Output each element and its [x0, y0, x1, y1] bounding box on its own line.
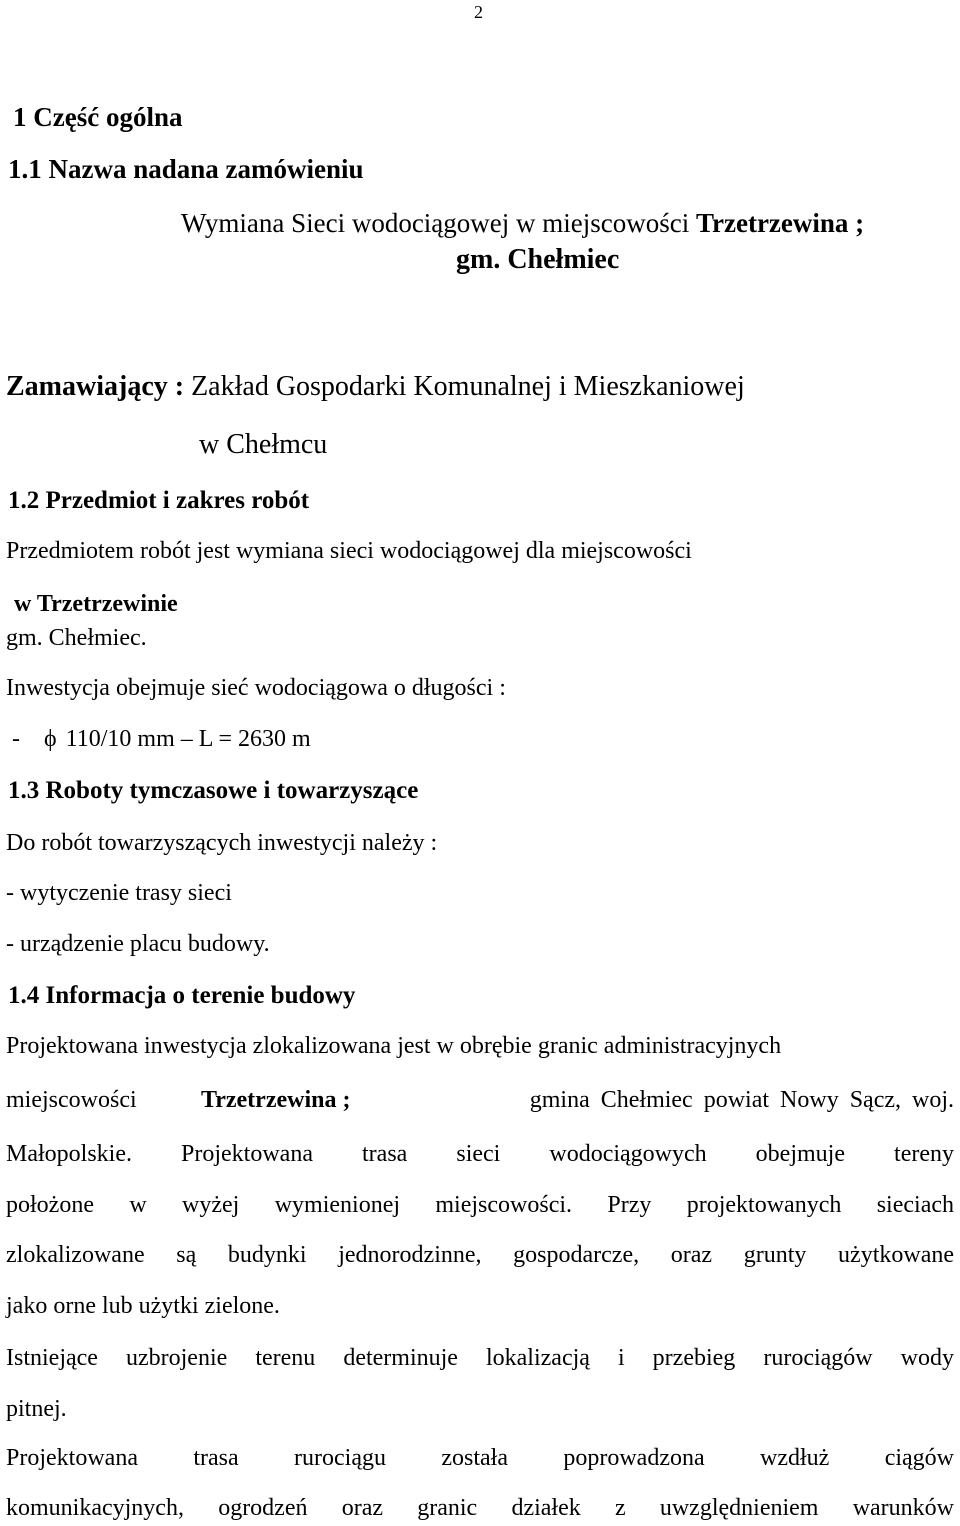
client-name: Zakład Gospodarki Komunalnej i Mieszkaniowej [184, 371, 745, 402]
client-line [6, 373, 745, 401]
related-works-item-1: - wytyczenie trasy sieci [6, 880, 232, 906]
phi-icon: ϕ [44, 726, 57, 752]
section-1-3-heading: 1.3 Roboty tymczasowe i towarzyszące [8, 777, 419, 804]
related-works-intro: Do robót towarzyszących inwestycji należy : [6, 830, 438, 856]
order-name-gmina: gm. Chełmiec [456, 244, 620, 275]
site-info-line-4: położone w wyżej wymienionej miejscowości. Przy projektowanych sieciach [6, 1192, 954, 1218]
pipe-dash: - [12, 726, 20, 752]
order-name-line [181, 210, 864, 237]
related-works-item-2: - urządzenie placu budowy. [6, 931, 270, 957]
site-info-line-6: jako orne lub użytki zielone. [6, 1293, 280, 1319]
route-line-1: Projektowana trasa rurociągu została poprowadzona wzdłuż ciągów [6, 1445, 954, 1471]
client-label: Zamawiający : [6, 371, 185, 402]
route-line-2: komunikacyjnych, ogrodzeń oraz granic działek z uwzględnieniem warunków [6, 1495, 954, 1521]
subject-line-4: Inwestycja obejmuje sieć wodociągowa o długości : [6, 675, 506, 701]
subject-line-3: gm. Chełmiec. [6, 625, 147, 651]
section-1-1-heading: 1.1 Nazwa nadana zamówieniu [8, 154, 364, 184]
utilities-line-1: Istniejące uzbrojenie terenu determinuje lokalizacją i przebieg rurociągów wody [6, 1345, 954, 1371]
order-name-prefix: Wymiana Sieci wodociągowej w miejscowości [181, 208, 696, 238]
order-name-place: Trzetrzewina ; [696, 208, 865, 238]
section-1-heading: 1 Część ogólna [13, 102, 183, 132]
site-info-line-1: Projektowana inwestycja zlokalizowana jest w obrębie granic administracyjnych [6, 1033, 782, 1059]
site-info-line-5: zlokalizowane są budynki jednorodzinne, gospodarcze, oraz grunty użytkowane [6, 1242, 954, 1268]
site-info-line-2-c: gmina Chełmiec powiat Nowy Sącz, woj. [529, 1087, 954, 1113]
section-1-2-heading: 1.2 Przedmiot i zakres robót [8, 487, 310, 514]
pipe-spec: 110/10 mm – L = 2630 m [65, 726, 311, 752]
page-number: 2 [474, 2, 483, 22]
subject-line-1: Przedmiotem robót jest wymiana sieci wodociągowej dla miejscowości [6, 538, 692, 564]
section-1-4-heading: 1.4 Informacja o terenie budowy [8, 982, 356, 1009]
utilities-line-2: pitnej. [6, 1396, 67, 1422]
site-info-line-3: Małopolskie. Projektowana trasa sieci wodociągowych obejmuje tereny [6, 1141, 954, 1167]
client-city: w Chełmcu [199, 429, 328, 460]
site-info-line-2-a: miejscowości [6, 1087, 137, 1113]
pipe-spec-line [12, 727, 311, 751]
subject-line-2: w Trzetrzewinie [14, 591, 178, 617]
site-info-line-2-place: Trzetrzewina ; [201, 1087, 351, 1113]
